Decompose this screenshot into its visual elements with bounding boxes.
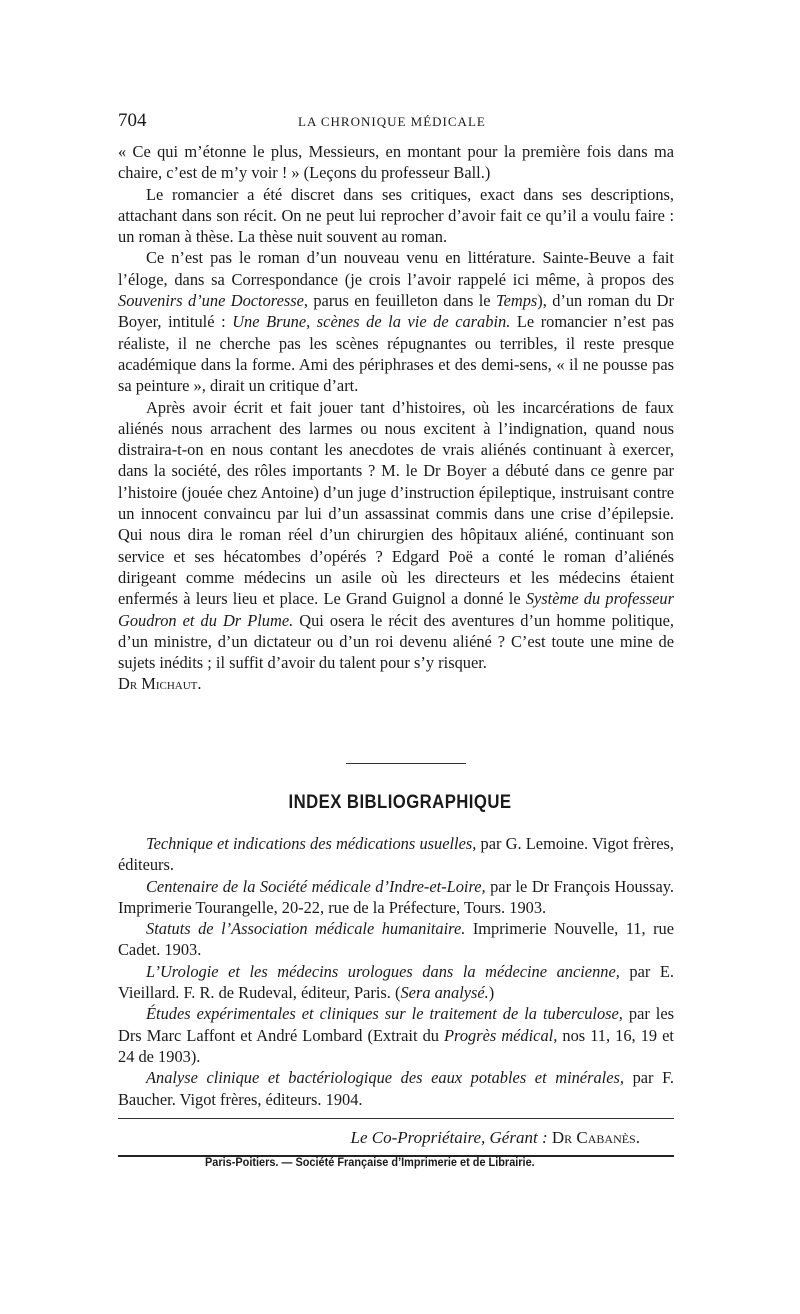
entry-details: nos 11, 16, 19 et 24 de 1903).	[118, 1025, 674, 1066]
entry-details: par E. Vieillard. F. R. de Rudeval, éditeur, Paris. (	[118, 961, 674, 1003]
bibliography-entry	[118, 1003, 674, 1067]
gerant-name: Dr Cabanès.	[551, 1128, 640, 1147]
italic-title: Souvenirs d’une Doctoresse	[118, 291, 304, 311]
page-header	[118, 110, 678, 134]
entry-note: Sera analysé.	[400, 983, 489, 1003]
entry-title: Centenaire de la Société médicale d’Indre-et-Loire,	[146, 876, 486, 896]
running-title: LA CHRONIQUE MÉDICALE	[298, 114, 486, 129]
entry-title: Technique et indications des médications usuelles,	[146, 834, 477, 853]
publisher-credit	[118, 1128, 640, 1148]
text-run: Ce n’est pas le roman d’un nouveau venu en littérature. Sainte-Beuve a fait l’éloge, dans sa Correspondance (je crois l’avoir rappelé ici même, à propos des	[118, 248, 674, 289]
bibliography-entry	[118, 961, 674, 1004]
text-run: Le romancier n’est pas réaliste, il ne cherche pas les scènes répugnantes ou terribles, il reste presque académique dans la forme. Ami des périphrases et des demi-sens, « il ne pousse pas sa peinture », dirait un critique d’art.	[118, 312, 674, 396]
paragraph-quote: « Ce qui m’étonne le plus, Messieurs, en montant pour la première fois dans ma chaire, c’est de m’y voir ! » (Leçons du professeur Ball.)	[118, 142, 674, 183]
entry-journal: Progrès médical,	[444, 1025, 558, 1045]
entry-title: L’Urologie et les médecins urologues dans la médecine ancienne,	[146, 961, 620, 981]
italic-title: Une Brune, scènes de la vie de carabin.	[232, 312, 511, 332]
index-heading: INDEX BIBLIOGRAPHIQUE	[288, 792, 512, 813]
text-run: , parus en feuilleton dans le	[303, 291, 496, 311]
italic-title: Système du professeur Goudron et du Dr Plume.	[118, 589, 674, 630]
entry-details: Imprimerie Nouvelle, 11, rue Cadet. 1903.	[118, 919, 674, 960]
text-run: Après avoir écrit et fait jouer tant d’histoires, où les incarcérations de faux aliénés nous arrachent des larmes ou nous excitent à l’indignation, quand nous distraira-t-on en nous contant les anecdotes de vrais aliénés continuant à exercer, dans la société, des rôles importants ? M. le Dr Boyer a débuté dans ce genre par l’histoire (jouée chez Antoine) d’un juge d’instruction épileptique, instruisant contre un innocent convaincu par lui d’un assassinat commis dans une crise d’épilepsie. Qui nous dira le roman réel d’un chirurgien des hôpitaux aliéné, continuant son service et ses hécatombes d’opérés ? Edgard Poë a conté le roman d’aliénés dirigeant comme médecins un asile où les directeurs et les médecins étaient enfermés à leurs lieu et place. Le Grand Guignol a donné le	[118, 397, 674, 609]
entry-title: Statuts de l’Association médicale humanitaire.	[146, 919, 466, 939]
paragraph-sainte-beuve	[118, 247, 674, 396]
paragraph-critique: Le romancier a été discret dans ses critiques, exact dans ses descriptions, attachant dans son récit. On ne peut lui reprocher d’avoir fait ce qu’il a voulu faire : un roman à thèse. La thèse nuit souvent au roman.	[118, 184, 674, 247]
gerant-label: Le Co-Propriétaire, Gérant :	[350, 1128, 552, 1147]
article-body	[118, 141, 674, 695]
footer-rule	[118, 1118, 674, 1119]
section-divider	[346, 763, 466, 764]
text-run: ), d’un roman du Dr Boyer, intitulé :	[118, 291, 674, 332]
bibliography-entry	[118, 876, 674, 919]
entry-details: par les Drs Marc Laffont et André Lombard (Extrait du	[118, 1004, 674, 1045]
printer-imprint: Paris-Poitiers. — Société Française d’Imprimerie et de Librairie.	[205, 1157, 535, 1169]
italic-title: Temps	[495, 291, 538, 311]
bibliography-list	[118, 833, 674, 1110]
entry-title: Études expérimentales et cliniques sur le traitement de la tuberculose,	[146, 1004, 623, 1024]
author-signature: Dr Michaut.	[118, 674, 202, 694]
entry-details: par F. Baucher. Vigot frères, éditeurs. 1904.	[118, 1068, 674, 1109]
page-number: 704	[118, 110, 147, 131]
bibliography-entry	[118, 833, 674, 876]
entry-title: Analyse clinique et bactériologique des eaux potables et minérales,	[146, 1068, 624, 1088]
entry-details: par G. Lemoine. Vigot frères, éditeurs.	[118, 834, 674, 875]
text-run: Qui osera le récit des aventures d’un homme politique, d’un ministre, d’un dictateur ou d’un roi devenu aliéné ? C’est toute une mine de sujets inédits ; il suffit d’avoir du talent pour s’y risquer.	[118, 610, 674, 673]
bibliography-entry	[118, 918, 674, 961]
entry-details: par le Dr François Houssay. Imprimerie Tourangelle, 20-22, rue de la Préfecture, Tours. 1903.	[118, 876, 674, 917]
entry-details: )	[488, 983, 495, 1003]
paragraph-alienes	[118, 397, 674, 674]
bibliography-entry	[118, 1067, 674, 1110]
